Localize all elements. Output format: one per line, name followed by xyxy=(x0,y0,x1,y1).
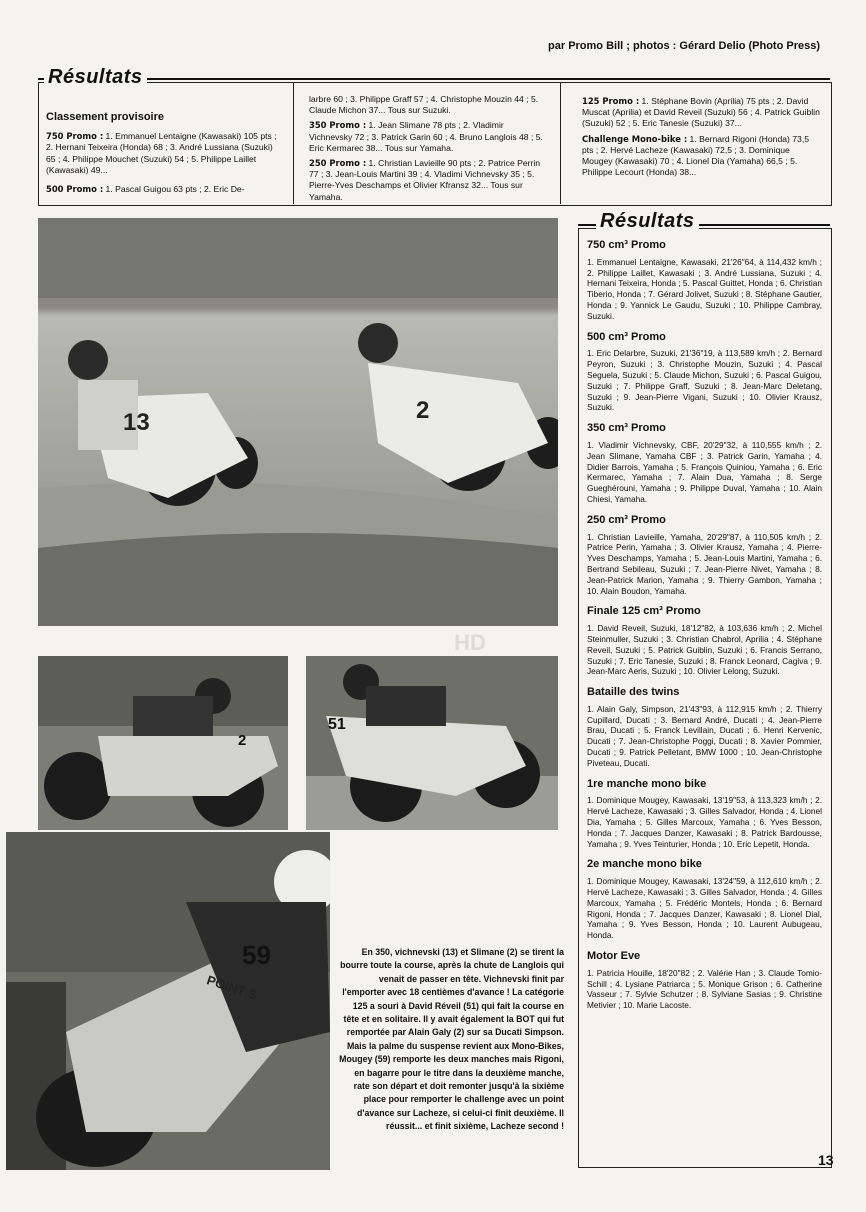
page-number: 13 xyxy=(818,1152,834,1168)
column-divider xyxy=(293,82,294,204)
standing-750: 750 Promo : 1. Emmanuel Lentaigne (Kawasaki) 105 pts ; 2. Hernani Teixeira (Honda) 68 ; 3. André Lussiana (Suzuki) 65 ; 4. Philippe Mouchet (Suzuki) 54 ; 5. Philippe Laillet (Kawasaki) 49... xyxy=(46,131,277,175)
results-750: 750 cm³ Promo 1. Emmanuel Lentaigne, Kawasaki, 21'26"64, à 114,432 km/h ; 2. Philippe Laillet, Kawasaki ; 3. André Lussiana, Suzuki ; 4. Hernani Teixeira, Honda ; 5. Pascal Guittet, Honda ; 6. Christian Tiberio, Honda ; 7. Gérard Jolivet, Suzuki ; 8. Stéphane Gautier, Honda ; 9. Yannick Le Gaudu, Suzuki ; 10. Philippe Cambray, Suzuki. xyxy=(587,239,822,321)
standing-500-cont: larbre 60 ; 3. Philippe Graff 57 ; 4. Christophe Mouzin 44 ; 5. Claude Michon 37... Tous sur Suzuki. xyxy=(309,94,539,116)
photo-bot-ducati xyxy=(38,656,288,830)
results-350: 350 cm³ Promo 1. Vladimir Vichnevsky, CBF, 20'29"32, à 110,555 km/h ; 2. Jean Slimane, Yamaha CBF ; 3. Patrick Garin, Yamaha ; 4. Didier Barrois, Yamaha ; 5. François Quiniou, Yamaha ; 6. Eric Kermarec, Yamaha ; 7. Alain Dua, Yamaha ; 8. Serge Gueghérouni, Yamaha ; 9. Philippe Duval, Yamaha ; 10. Alain Chiesi, Yamaha. xyxy=(587,422,822,504)
photo-credit: par Promo Bill ; photos : Gérard Delio (Photo Press) xyxy=(548,40,820,52)
photo-caption: En 350, vichnevski (13) et Slimane (2) se tirent la bourre toute la course, après la chute de Langlois qui venait de passer en tête. Vichnevski finit par l'emporter avec 18 centièmes d'avance ! La catégorie 125 a souri à David Réveil (51) qui fait la course en tête et en solitaire. Il y avait également la BOT qui fut remportée par Alain Galy (2) sur sa Ducati Simpson. Mais la palme du suspense revient aux Mono-Bikes, Mougey (59) remporte les deux manches mais Rigoni, en bagarre pour le titre dans la deuxième manche, rate son départ et doit remonter jusqu'à la sixième place pour remporter le challenge avec un point d'avance sur Lacheze, si celui-ci finit deuxième. Il réussit... et finit sixième, Lacheze second ! xyxy=(339,947,564,1132)
results-motor-eve: Motor Eve 1. Patricia Houille, 18'20"82 ; 2. Valérie Han ; 3. Claude Tomio-Schill ; 4. Lysiane Patriarca ; 5. Monique Grison ; 6. Catherine Vasseur ; 7. Sylvie Schutzer ; 8. Sylviane Sasias ; 9. Christine Metivier ; 10. Marie Lacoste. xyxy=(587,950,822,1011)
standing-125: 125 Promo : 1. Stéphane Bovin (Aprilia) 75 pts ; 2. David Muscat (Aprilia) et David Reveil (Suzuki) 56 ; 4. Patrick Guiblin (Suzuki) 52 ; 5. Eric Tanesie (Suzuki) 37... xyxy=(582,96,820,129)
provisional-heading: Classement provisoire xyxy=(46,111,164,123)
results-title: Résultats xyxy=(596,210,699,233)
top-col-2 xyxy=(309,94,549,207)
results-twins: Bataille des twins 1. Alain Galy, Simpson, 21'43"93, à 112,915 km/h ; 2. Thierry Cupillard, Ducati ; 3. Bernard André, Ducati ; 4. Jean-Pierre Brau, Ducati ; 5. Franck Levillain, Ducati ; 6. Henri Kervenic, Ducati ; 7. Jean-Christophe Poggi, Ducati ; 8. Xavier Pommier, Ducati ; 9. Patrick Pelletant, BMW 1000 ; 10. Jean-Christophe Piveteau, Ducati. xyxy=(587,686,822,768)
column-divider xyxy=(560,82,561,204)
top-results-title: Résultats xyxy=(44,66,147,89)
results-column xyxy=(587,240,822,1021)
p125-number: 51 xyxy=(328,716,346,733)
bot-number: 2 xyxy=(238,732,247,749)
top-col-3 xyxy=(582,96,820,182)
standing-350: 350 Promo : 1. Jean Slimane 78 pts ; 2. Vladimir Vichnevsky 72 ; 3. Patrick Garin 60 ; 4. Bruno Langlois 48 ; 5. Eric Kermarec 38... Tous sur Yamaha. xyxy=(309,120,543,153)
results-500: 500 cm³ Promo 1. Eric Delarbre, Suzuki, 21'36"19, à 113,589 km/h ; 2. Bernard Peyron, Suzuki ; 3. Christophe Mouzin, Suzuki ; 4. Pascal Seguela, Suzuki ; 5. Claude Michon, Suzuki ; 6. Pascal Guigou, Suzuki ; 7. Philippe Graff, Suzuki ; 8. Jean-Marc Deletang, Suzuki ; 9. Jean-Pierre Vigani, Suzuki ; 10. Olivier Krausz, Suzuki. xyxy=(587,330,822,413)
watermark-logo: HD xyxy=(454,630,486,655)
results-mono-1: 1re manche mono bike 1. Dominique Mougey, Kawasaki, 13'19"53, à 113,323 km/h ; 2. Hervé Lacheze, Kawasaki ; 3. Gilles Salvador, Honda ; 4. Lionel Dia, Yamaha ; 5. Gilles Marcoux, Yamaha ; 6. Yves Besson, Honda ; 7. Jacques Danzer, Kawasaki ; 8. Patrick Bardousse, Yamaha ; 9. Yves Teinturier, Honda ; 10. Eric Lepetit, Honda. xyxy=(587,777,822,849)
photo-350-battle xyxy=(38,218,558,626)
mono-sponsor: POINT S xyxy=(204,972,260,1003)
results-250: 250 cm³ Promo 1. Christian Lavieille, Yamaha, 20'29"87, à 110,505 km/h ; 2. Patrice Perin, Yamaha ; 3. Olivier Krausz, Yamaha ; 4. Pierre-Yves Deschamps, Yamaha ; 5. Jean-Louis Martini, Yamaha ; 6. Bertrand Sebileau, Suzuki ; 7. Jean-Pierre Nivet, Yamaha ; 8. Jean-Patrick Marion, Yamaha ; 9. Thierry Gambon, Yamaha ; 10. Alain Boudon, Yamaha. xyxy=(587,513,822,596)
main-number-13: 13 xyxy=(123,409,150,436)
top-rule xyxy=(38,78,830,80)
mono-number: 59 xyxy=(242,940,271,970)
top-col-1 xyxy=(46,90,284,199)
standing-250: 250 Promo : 1. Christian Lavieille 90 pts ; 2. Patrice Perrin 77 ; 3. Jean-Louis Martini 39 ; 4. Vladimi Vichnevsky 35 ; 5. Pierre-Yves Deschamps et Olivier Kfransz 32... Tous sur Yamaha. xyxy=(309,158,541,202)
standing-500: 500 Promo : 1. Pascal Guigou 63 pts ; 2. Eric De- xyxy=(46,184,245,195)
photo-monobike-mougey xyxy=(6,832,330,1170)
standing-monobike: Challenge Mono-bike : 1. Bernard Rigoni (Honda) 73,5 pts ; 2. Hervé Lacheze (Kawasaki) 72,5 ; 3. Dominique Mougey (Kawasaki) 70 ; 4. Lionel Dia (Yamaha) 66,5 ; 5. Philippe Lecourt (Honda) 38... xyxy=(582,133,809,178)
results-mono-2: 2e manche mono bike 1. Dominique Mougey, Kawasaki, 13'24"59, à 112,610 km/h ; 2. Hervé Lacheze, Kawasaki ; 3. Gilles Salvador, Honda ; 4. Gilles Marcoux, Yamaha ; 5. Frédéric Montels, Honda ; 6. Bernard Rigoni, Honda ; 7. Jacques Danzer, Kawasaki ; 8. Lionel Dial, Yamaha ; 9. Yves Besson, Honda ; 10. Laurent Aubugeau, Honda. xyxy=(587,858,822,941)
main-number-2: 2 xyxy=(416,397,430,424)
results-125: Finale 125 cm³ Promo 1. David Reveil, Suzuki, 18'12"82, à 103,636 km/h ; 2. Michel Steinmuller, Suzuki ; 3. Christian Chabrol, Aprilia ; 4. Stéphane Reveil, Suzuki ; 5. Patrick Guiblin, Suzuki ; 6. Francis Serrano, Suzuki ; 7. Eric Tanesie, Suzuki ; 8. Franck Leonard, Cagiva ; 9. Jean-Marc Aeris, Suzuki ; 10. Olivier Lelong, Suzuki. xyxy=(587,605,822,677)
